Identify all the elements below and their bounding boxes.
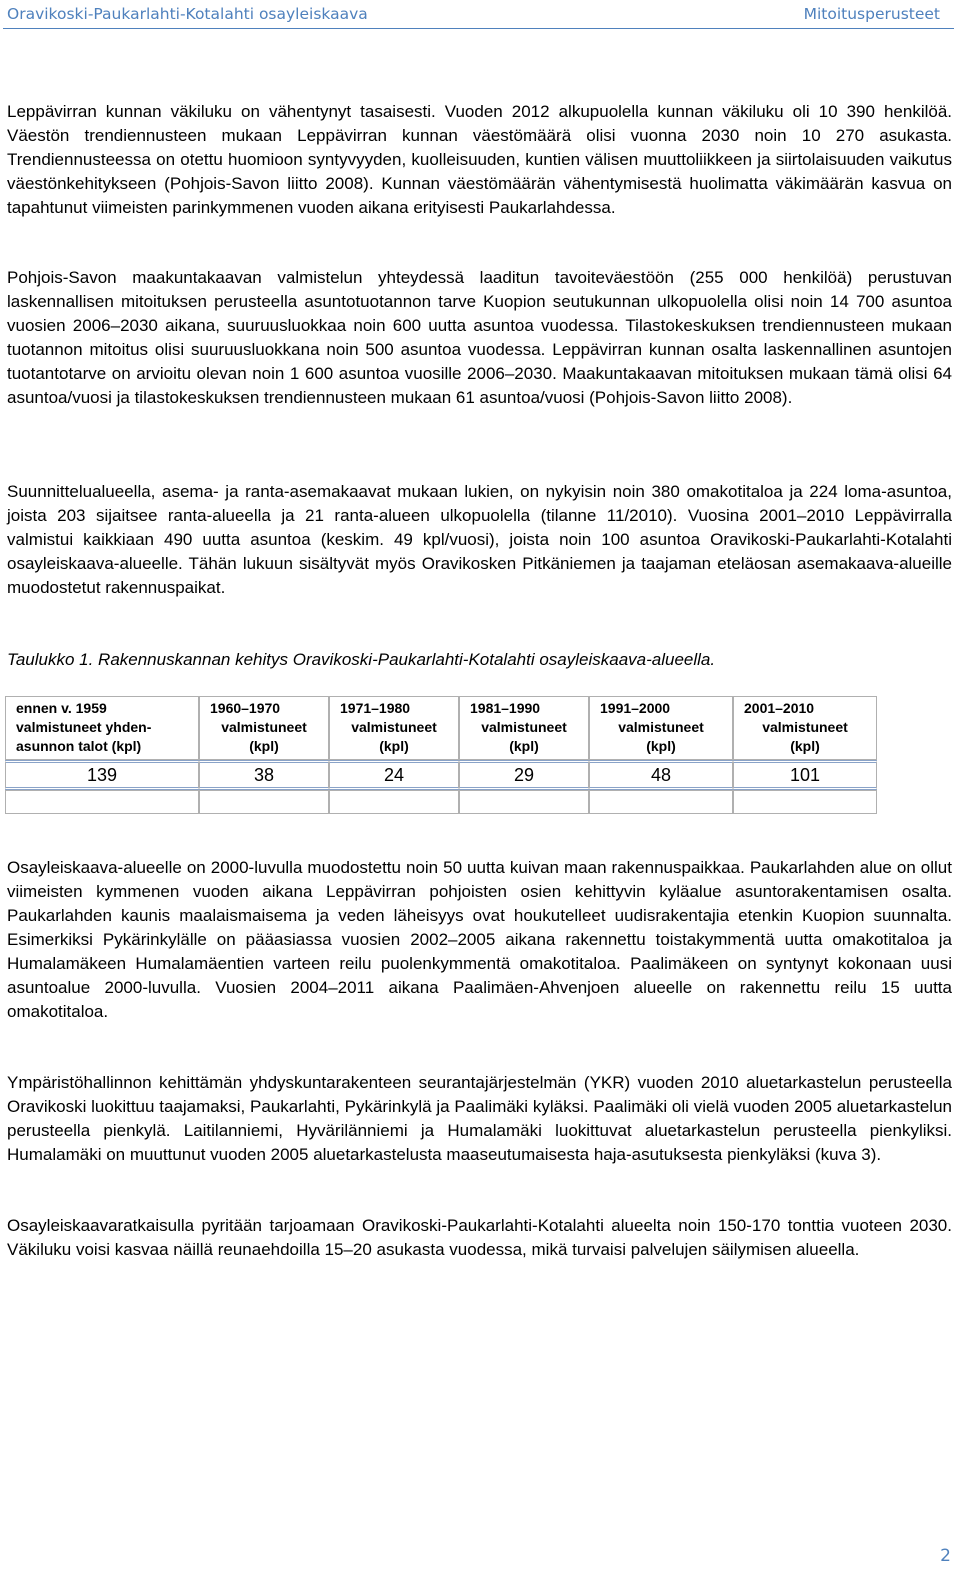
- header-line: valmistuneet: [618, 719, 704, 735]
- paragraph-plan-goal: Osayleiskaavaratkaisulla pyritään tarjoamaan Oravikoski-Paukarlahti-Kotalahti alueelta noin 150-170 tonttia vuoteen 2030. Väkiluku voisi kasvaa näillä reunaehdoilla 15–20 asukasta vuodessa, mikä turvaisi palvelujen säilymisen alueella.: [7, 1216, 952, 1259]
- header-rule: [3, 28, 954, 29]
- table-header-cell: [589, 696, 733, 760]
- paragraph-housing-demand: Pohjois-Savon maakuntakaavan valmistelun yhteydessä laaditun tavoiteväestöön (255 000 henkilöä) perustuvan laskennallisen mitoituksen perusteella asuntotuotannon tarve Kuopion seutukunnan ulkopuolella olisi noin 14 700 asuntoa vuosien 2006–2030 aikana, suuruusluokkaa noin 600 uutta asuntoa vuodessa. Tilastokeskuksen trendiennusteen mukaan tuotannon mitoitus olisi suuruusluokkana noin 500 asuntoa vuodessa. Leppävirran kunnan osalta laskennallinen asuntojen tuotantotarve on arvioitu olevan noin 1 600 asuntoa vuosille 2006–2030. Maakuntakaavan mitoituksen mukaan tämä olisi 64 asuntoa/vuosi ja tilastokeskuksen trendiennusteen mukaan 61 asuntoa/vuosi (Pohjois-Savon liitto 2008).: [7, 268, 952, 407]
- header-line: valmistuneet: [221, 719, 307, 735]
- table-empty-cell: [329, 790, 459, 814]
- section-title: Mitoitusperusteet: [803, 5, 940, 23]
- building-stock-table: [5, 696, 877, 814]
- table-empty-cell: [459, 790, 589, 814]
- table-header-cell: [5, 696, 199, 760]
- table-empty-cell: [5, 790, 199, 814]
- table-value-cell: 24: [329, 760, 459, 790]
- table-header-cell: [329, 696, 459, 760]
- table-header-cell: [459, 696, 589, 760]
- table-header-row: [5, 696, 877, 760]
- table-value-cell: 29: [459, 760, 589, 790]
- header-line: 1991–2000: [600, 700, 671, 716]
- header-line: asunnon talot (kpl): [16, 738, 142, 754]
- table-empty-cell: [199, 790, 329, 814]
- table-value-cell: 139: [5, 760, 199, 790]
- table-empty-cell: [733, 790, 877, 814]
- header-line: ennen v. 1959: [16, 700, 107, 716]
- table-empty-cell: [589, 790, 733, 814]
- header-line: valmistuneet: [762, 719, 848, 735]
- paragraph-planning-area: Suunnittelualueella, asema- ja ranta-asemakaavat mukaan lukien, on nykyisin noin 380 omakotitaloa ja 224 loma-asuntoa, joista 203 sijaitsee ranta-alueella ja 21 ranta-alueen ulkopuolella (tilanne 11/2010). Vuosina 2001–2010 Leppävirralla valmistui kaikkiaan 490 uutta asuntoa (keskim. 49 kpl/vuosi), joista noin 100 asuntoa Oravikoski-Paukarlahti-Kotalahti osayleiskaava-alueelle. Tähän lukuun sisältyvät myös Oravikosken Pitkäniemen ja taajaman eteläosan asemakaava-alueille muodostetut rakennuspaikat.: [7, 482, 952, 597]
- paragraph-ykr-classification: Ympäristöhallinnon kehittämän yhdyskuntarakenteen seurantajärjestelmän (YKR) vuoden 2010 aluetarkastelun perusteella Oravikoski luokittuu taajamaksi, Paukarlahti, Pykärinkylä ja Paalimäki kyläksi. Paalimäki oli vielä vuoden 2005 aluetarkastelun perusteella pienkylä. Laitilanniemi, Hyvärilänniemi ja Humalamäki luokittuvat aluetarkastelun perusteella pienkyliksi. Humalamäki on muuttunut vuoden 2005 aluetarkastelusta maaseutumaisesta haja-asutuksesta pienkyläksi (kuva 3).: [7, 1073, 952, 1164]
- header-line: 1960–1970: [210, 700, 281, 716]
- header-line: (kpl): [509, 738, 539, 754]
- table-value-cell: 38: [199, 760, 329, 790]
- table-value-cell: 48: [589, 760, 733, 790]
- page-header: [0, 0, 960, 30]
- header-line: valmistuneet yhden-: [16, 719, 152, 735]
- header-line: 1971–1980: [340, 700, 411, 716]
- header-line: (kpl): [249, 738, 279, 754]
- table-header-cell: [733, 696, 877, 760]
- page-number: 2: [940, 1546, 951, 1566]
- header-line: valmistuneet: [481, 719, 567, 735]
- document-title: Oravikoski-Paukarlahti-Kotalahti osayleiskaava: [7, 5, 368, 23]
- table-header-cell: [199, 696, 329, 760]
- paragraph-building-sites: Osayleiskaava-alueelle on 2000-luvulla muodostettu noin 50 uutta kuivan maan rakennuspaikkaa. Paukarlahden alue on ollut viimeisten kymmenen vuoden aikana Leppävirran pohjoisten osien kehittyvin kyläalue asuntorakentamisen osalta. Paukarlahden kaunis maalaismaisema ja veden läheisyys ovat houkutelleet uudisrakentajia etenkin Kuopion suunnalta. Esimerkiksi Pykärinkylälle on pääasiassa vuosien 2002–2005 aikana rakennettu toistakymmentä uutta omakotitaloa ja Humalamäkeen Humalamäentien varteen reilu puolenkymmentä omakotitaloa. Paalimäkeen on syntynyt kokonaan uusi asuntoalue 2000-luvulla. Vuosien 2004–2011 aikana Paalimäen-Ahvenjoen alueelle on rakennettu reilu 15 uutta omakotitaloa.: [7, 858, 952, 1021]
- header-line: (kpl): [790, 738, 820, 754]
- table-value-cell: 101: [733, 760, 877, 790]
- header-line: (kpl): [379, 738, 409, 754]
- header-line: (kpl): [646, 738, 676, 754]
- table-caption: Taulukko 1. Rakennuskannan kehitys Oravikoski-Paukarlahti-Kotalahti osayleiskaava-alueella.: [7, 650, 716, 669]
- paragraph-population: Leppävirran kunnan väkiluku on vähentynyt tasaisesti. Vuoden 2012 alkupuolella kunnan väkiluku oli 10 390 henkilöä. Väestön trendiennusteen mukaan Leppävirran kunnan väestömäärä olisi vuonna 2030 noin 10 270 asukasta. Trendiennusteessa on otettu huomioon syntyvyyden, kuolleisuuden, kuntien välisen muuttoliikkeen ja siirtolaisuuden vaikutus väestönkehitykseen (Pohjois-Savon liitto 2008). Kunnan väestömäärän vähentymisestä huolimatta väkimäärän kasvua on tapahtunut viimeisten parinkymmenen vuoden aikana erityisesti Paukarlahdessa.: [7, 102, 952, 217]
- header-line: 2001–2010: [744, 700, 815, 716]
- header-line: 1981–1990: [470, 700, 541, 716]
- header-line: valmistuneet: [351, 719, 437, 735]
- table-empty-row: [5, 790, 877, 814]
- table-values-row: [5, 760, 877, 790]
